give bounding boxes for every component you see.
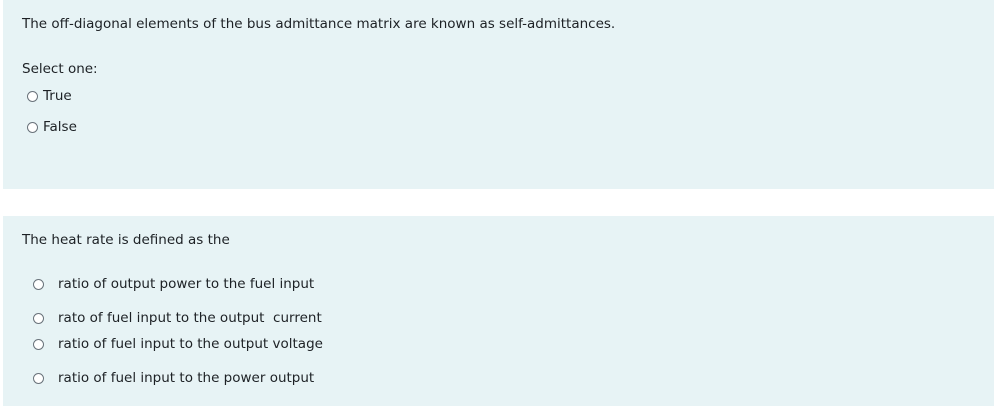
option-1[interactable]	[33, 276, 314, 292]
option-3[interactable]	[33, 336, 323, 352]
radio-button[interactable]	[33, 313, 44, 324]
radio-button[interactable]	[33, 279, 44, 290]
question-text: The off-diagonal elements of the bus admittance matrix are known as self-admittances.	[22, 16, 616, 32]
question-card-2	[3, 216, 994, 406]
option-2[interactable]	[33, 310, 322, 326]
select-one-prompt: Select one:	[22, 61, 98, 77]
option-true[interactable]	[27, 88, 72, 104]
option-false[interactable]	[27, 119, 77, 135]
option-label: ratio of fuel input to the power output	[58, 370, 315, 386]
radio-button[interactable]	[27, 91, 38, 102]
radio-button[interactable]	[33, 373, 44, 384]
question-text: The heat rate is defined as the	[22, 232, 230, 248]
question-card-1	[3, 0, 994, 189]
radio-button[interactable]	[33, 339, 44, 350]
option-label: ratio of fuel input to the output voltage	[58, 336, 323, 352]
option-label: ratio of output power to the fuel input	[58, 276, 315, 292]
option-label: True	[43, 88, 72, 104]
radio-button[interactable]	[27, 122, 38, 133]
option-4[interactable]	[33, 370, 314, 386]
option-label: False	[43, 119, 77, 135]
option-label: rato of fuel input to the output current	[58, 310, 322, 326]
